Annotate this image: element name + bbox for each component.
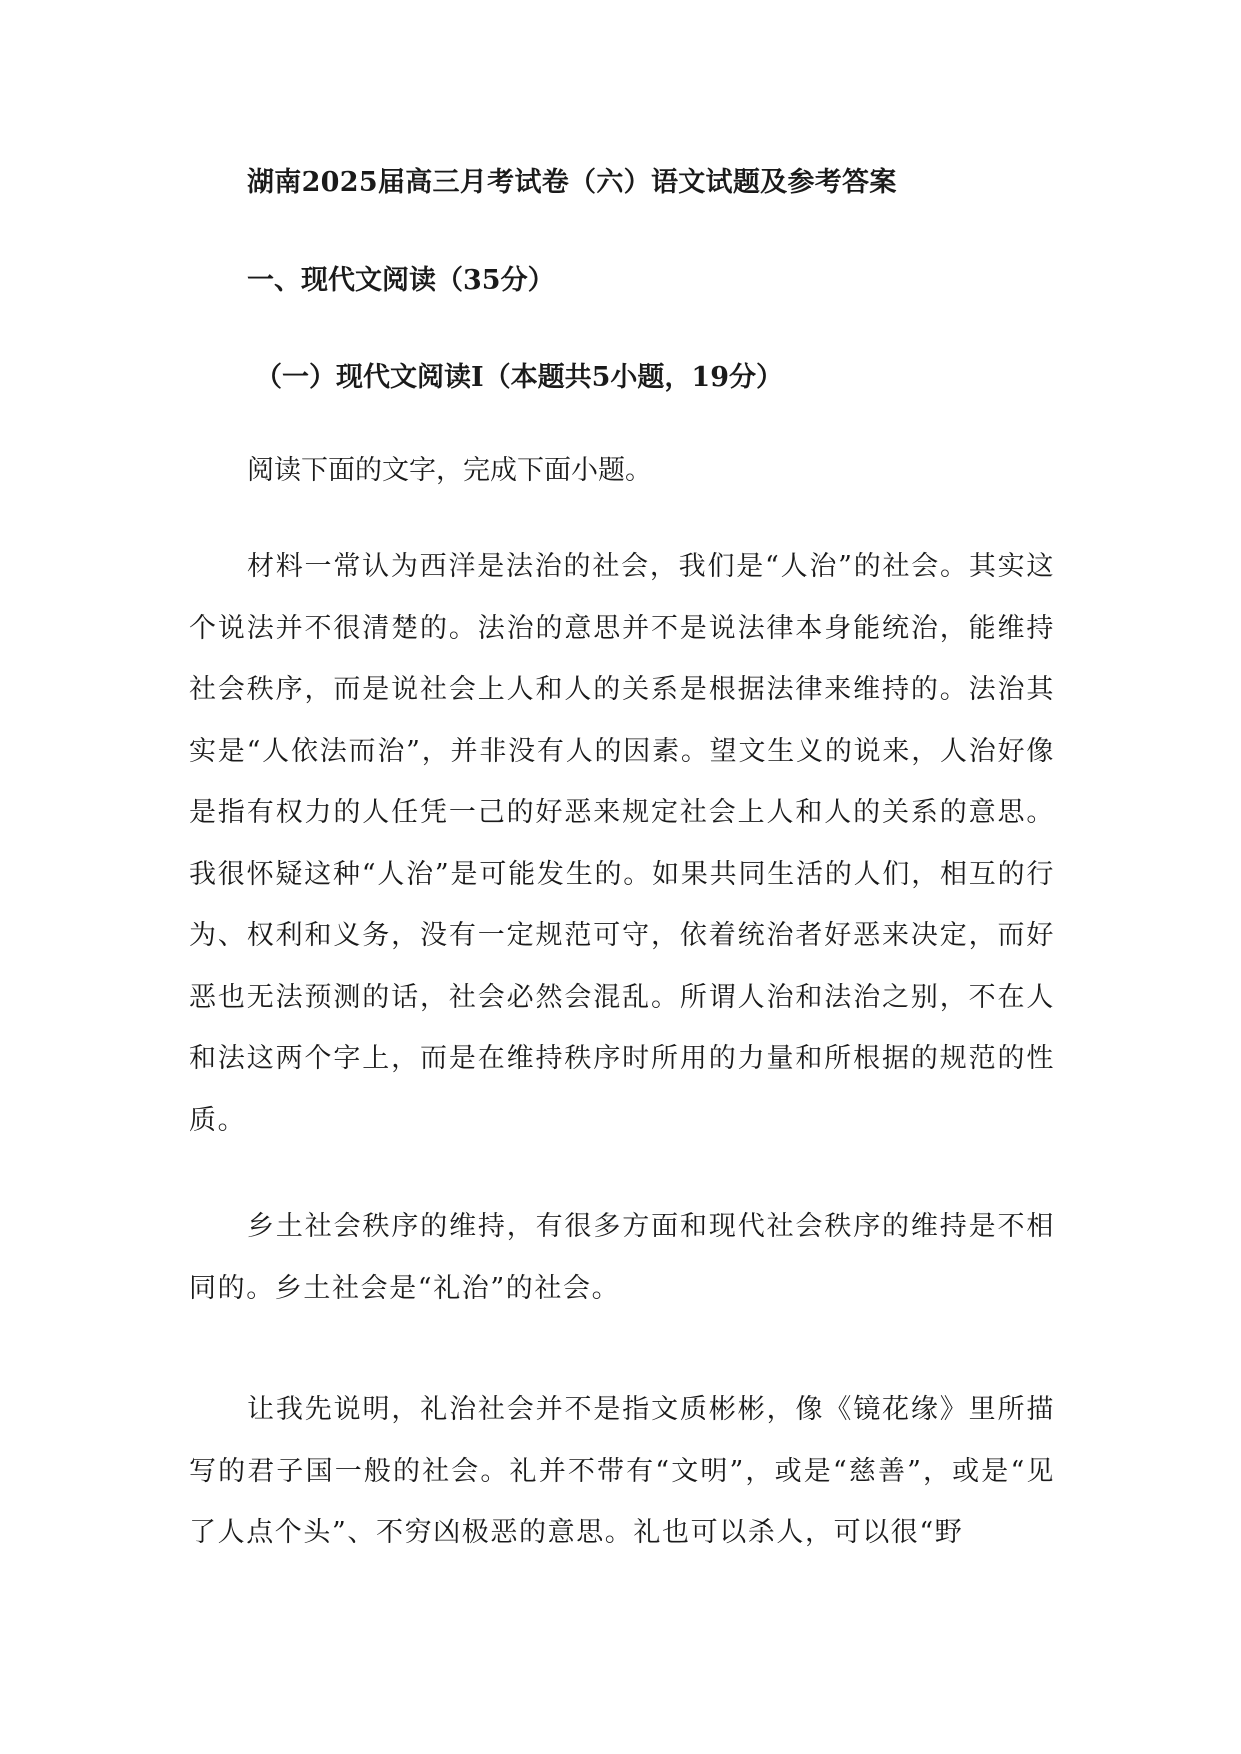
passage-paragraph-1: 材料一常认为西洋是法治的社会，我们是“人治”的社会。其实这个说法并不很清楚的。法治的意思并不是说法律本身能统治，能维持社会秩序，而是说社会上人和人的关系是根据法律来维持的。法治其实是“人依法而治”，并非没有人的因素。望文生义的说来，人治好像是指有权力的人任凭一己的好恶来规定社会上人和人的关系的意思。我很怀疑这种“人治”是可能发生的。如果共同生活的人们，相互的行为、权利和义务，没有一定规范可守，依着统治者好恶来决定，而好恶也无法预测的话，社会必然会混乱。所谓人治和法治之别，不在人和法这两个字上，而是在维持秩序时所用的力量和所根据的规范的性质。 — [189, 551, 1055, 1136]
reading-instruction: 阅读下面的文字，完成下面小题。 — [247, 455, 652, 486]
sub-section-heading: （一）现代文阅读Ⅰ（本题共5小题，19分） — [255, 362, 783, 393]
section-heading: 一、现代文阅读（35分） — [247, 265, 555, 296]
passage-paragraph-3: 让我先说明，礼治社会并不是指文质彬彬，像《镜花缘》里所描写的君子国一般的社会。礼并不带有“文明”，或是“慈善”，或是“见了人点个头”、不穷凶极恶的意思。礼也可以杀人，可以很“野 — [189, 1394, 1055, 1548]
passage-paragraph-2: 乡土社会秩序的维持，有很多方面和现代社会秩序的维持是不相同的。乡土社会是“礼治”的社会。 — [189, 1211, 1055, 1304]
document-title: 湖南2025届高三月考试卷（六）语文试题及参考答案 — [247, 167, 897, 198]
